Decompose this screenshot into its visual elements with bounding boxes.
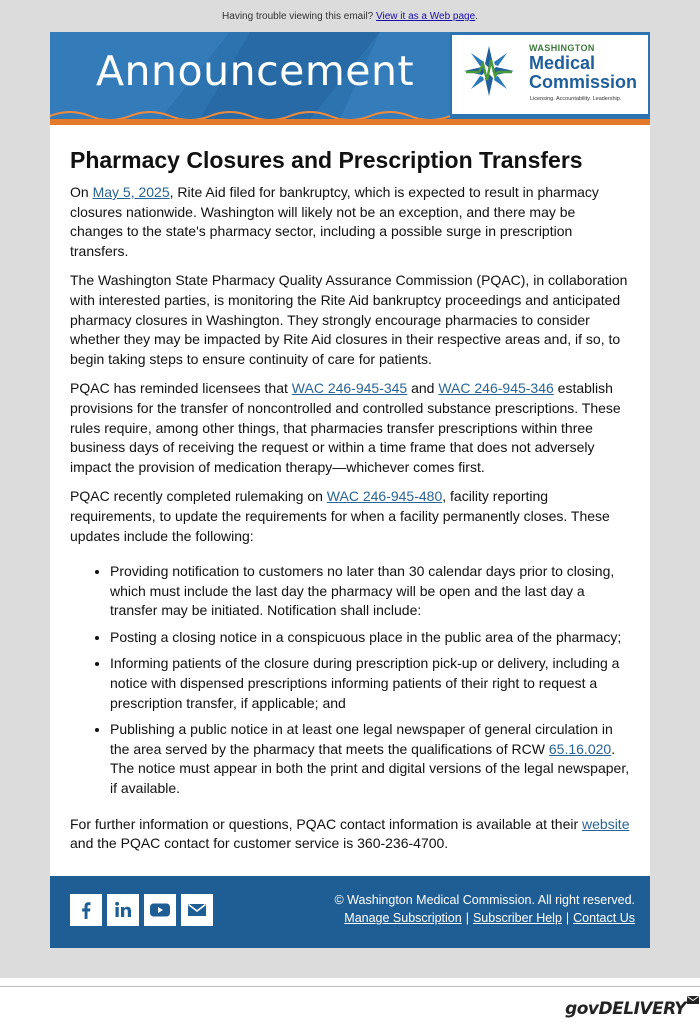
list-item: • Publishing a public notice in at least one legal newspaper of general circulation in the area served by the pharmacy that meets the qualifications of RCW 65.16.020. The notice must appear in both the print and digital versions of the legal newspaper, if available. <box>110 720 630 798</box>
date-link[interactable]: May 5, 2025 <box>92 184 170 200</box>
preheader: Having trouble viewing this email? View it as a Web page. <box>222 11 478 22</box>
paragraph-4: PQAC recently completed rulemaking on WAC 246-945-480, facility reporting requirements, to update the requirements for when a facility permanently closes. These updates include the following: <box>70 488 610 544</box>
contact-us-link[interactable]: Contact Us <box>573 911 635 925</box>
rcw-link[interactable]: 65.16.020 <box>548 740 612 757</box>
subscriber-help-link[interactable]: Subscriber Help <box>472 911 562 925</box>
envelope-icon <box>686 994 700 1006</box>
linkedin-button[interactable] <box>107 894 139 926</box>
wac-345-link[interactable]: WAC 246-945-345 <box>291 380 408 397</box>
paragraph-5: For further information or questions, PQAC contact information is available at their website and the PQAC contact for customer service is 360-236-4700. <box>70 815 630 852</box>
website-link[interactable]: website <box>582 815 630 832</box>
view-web-page-link[interactable]: View it as a Web page <box>376 11 476 22</box>
email-icon <box>187 902 207 918</box>
preheader-text: Having trouble viewing this email? <box>222 11 374 22</box>
paragraph-2: The Washington State Pharmacy Quality Assurance Commission (PQAC), in collaboration with interested parties, is monitoring the Rite Aid bankruptcy proceedings and anticipated pharmacy closures in Washington. They strongly encourage pharmacies to consider whether they may be impacted by Rite Aid closures in their respective areas and, if so, to begin taking steps to ensure continuity of care for patients. <box>70 272 628 367</box>
article-body <box>50 125 650 854</box>
list-item: • Posting a closing notice in a conspicuous place in the public area of the pharmacy; <box>110 628 630 648</box>
list-item: • Providing notification to customers no later than 30 calendar days prior to closing, which must include the last day the pharmacy will be open and the last day a transfer may be initiated. Notification shall include: <box>110 562 630 621</box>
email-card <box>50 32 650 948</box>
wac-346-link[interactable]: WAC 246-945-346 <box>438 380 554 397</box>
logo-text-washington: WASHINGTON <box>529 43 595 53</box>
requirements-list <box>110 562 630 799</box>
banner-title: Announcement <box>96 47 415 95</box>
commission-logo <box>452 35 648 114</box>
email-footer <box>50 876 650 948</box>
article-title: Pharmacy Closures and Prescription Transfers <box>70 147 583 173</box>
linkedin-icon <box>113 900 133 920</box>
copyright-text: © Washington Medical Commission. All right reserved. <box>334 893 635 907</box>
logo-text-name: Medical Commission <box>529 53 638 92</box>
youtube-button[interactable] <box>144 894 176 926</box>
paragraph-3: PQAC has reminded licensees that WAC 246-945-345 and WAC 246-945-346 establish provisions for the transfer of noncontrolled and controlled substance prescriptions. These rules require, among other things, that pharmacies transfer prescriptions within three business days of receiving the request or within a time frame that does not adversely impact the provision of medication therapy—whichever comes first. <box>70 380 621 475</box>
paragraph-1: On May 5, 2025, Rite Aid filed for bankruptcy, which is expected to result in pharmacy closures nationwide. Washington will likely not be an exception, and there may be changes to the state's pharmacy sector, including a possible surge in prescription transfers. <box>70 184 599 259</box>
facebook-button[interactable] <box>70 894 102 926</box>
govdelivery-logo: govDELIVERY <box>565 999 686 1019</box>
facebook-icon <box>76 900 96 920</box>
youtube-icon <box>149 901 171 919</box>
list-item: • Informing patients of the closure during prescription pick-up or delivery, including a notice with dispensed prescriptions informing patients of their right to request a prescription transfer, if applicable; and <box>110 654 630 713</box>
footer-copyright-block <box>334 893 635 925</box>
footer-links: Manage Subscription | Subscriber Help | Contact Us <box>344 911 635 925</box>
email-button[interactable] <box>181 894 213 926</box>
social-links <box>70 894 213 926</box>
wac-480-link[interactable]: WAC 246-945-480 <box>326 488 443 505</box>
commission-logo-icon <box>462 44 516 98</box>
bottom-divider <box>0 986 700 987</box>
manage-subscription-link[interactable]: Manage Subscription <box>344 911 462 925</box>
logo-tagline: Licensing. Accountability. Leadership. <box>530 96 622 102</box>
announcement-banner <box>50 32 650 119</box>
